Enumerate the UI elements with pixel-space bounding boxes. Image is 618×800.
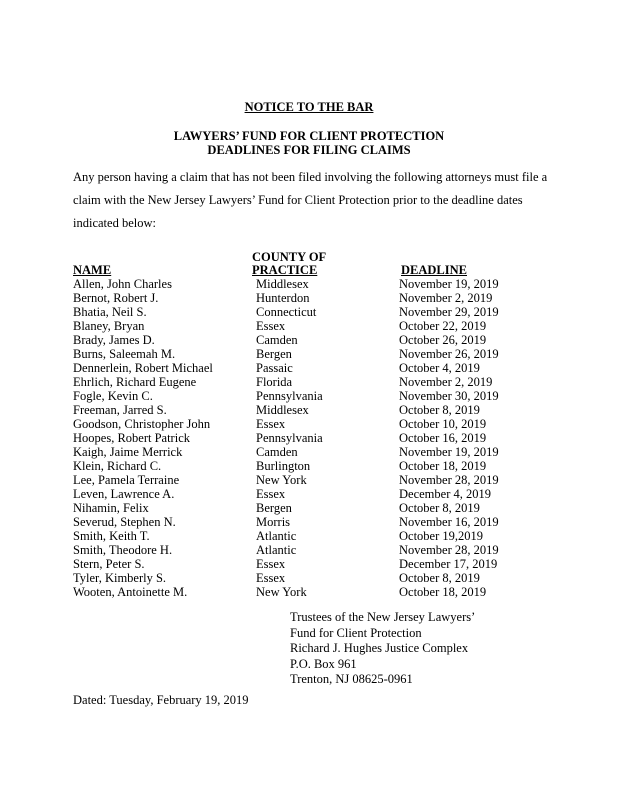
county-cell: Camden: [256, 333, 298, 347]
table-row: [73, 487, 533, 501]
trustees-line: Fund for Client Protection: [290, 625, 422, 640]
deadline-cell: October 18, 2019: [399, 585, 487, 599]
table-row: [73, 277, 533, 291]
deadline-cell: October 8, 2019: [399, 403, 480, 417]
column-header-county-line2: PRACTICE: [252, 263, 318, 277]
deadline-cell: November 2, 2019: [399, 375, 493, 389]
attorney-name-cell: Brady, James D.: [73, 333, 155, 347]
county-cell: Middlesex: [256, 403, 309, 417]
attorney-name-cell: Smith, Theodore H.: [73, 543, 173, 557]
county-cell: Passaic: [256, 361, 293, 375]
deadline-cell: October 18, 2019: [399, 459, 487, 473]
column-header-county-line1: COUNTY OF: [252, 250, 327, 264]
county-cell: Essex: [256, 571, 286, 585]
intro-paragraph: Any person having a claim that has not been filed involving the following attorneys must file a claim with the New Jersey Lawyers’ Fund for Client Protection prior to the deadline dates indicated below:: [73, 170, 548, 230]
attorney-name-cell: Severud, Stephen N.: [73, 515, 176, 529]
table-row: [73, 445, 533, 459]
fund-title: LAWYERS’ FUND FOR CLIENT PROTECTION: [173, 129, 445, 143]
attorney-name-cell: Bernot, Robert J.: [73, 291, 159, 305]
table-row: [73, 291, 533, 305]
trustees-line: Trustees of the New Jersey Lawyers’: [290, 610, 476, 624]
deadline-cell: November 29, 2019: [399, 305, 499, 319]
trustees-line: Richard J. Hughes Justice Complex: [290, 641, 469, 655]
table-row: [73, 389, 533, 403]
attorney-name-cell: Smith, Keith T.: [73, 529, 150, 543]
attorney-name-cell: Klein, Richard C.: [73, 459, 162, 473]
fund-subtitle: DEADLINES FOR FILING CLAIMS: [207, 143, 411, 157]
table-row: [73, 585, 533, 599]
deadline-cell: November 28, 2019: [399, 543, 499, 557]
deadline-cell: October 8, 2019: [399, 501, 480, 515]
attorney-name-cell: Wooten, Antoinette M.: [73, 585, 188, 599]
attorney-name-cell: Nihamin, Felix: [73, 501, 149, 515]
table-row: [73, 375, 533, 389]
county-cell: Hunterdon: [256, 291, 310, 305]
attorney-name-cell: Goodson, Christopher John: [73, 417, 211, 431]
trustees-line: P.O. Box 961: [290, 656, 357, 671]
table-row: [73, 529, 533, 543]
deadline-cell: November 28, 2019: [399, 473, 499, 487]
table-row: [73, 515, 533, 529]
attorney-name-cell: Ehrlich, Richard Eugene: [73, 375, 197, 389]
county-cell: Bergen: [256, 347, 292, 361]
deadline-cell: October 26, 2019: [399, 333, 487, 347]
county-cell: Middlesex: [256, 277, 309, 291]
trustees-line: Trenton, NJ 08625-0961: [290, 672, 413, 686]
county-cell: Essex: [256, 487, 286, 501]
dated-line: Dated: Tuesday, February 19, 2019: [73, 693, 249, 707]
attorney-name-cell: Kaigh, Jaime Merrick: [73, 445, 183, 459]
table-row: [73, 557, 533, 571]
deadline-cell: October 4, 2019: [399, 361, 480, 375]
county-cell: Florida: [256, 375, 293, 389]
table-row: [73, 319, 533, 333]
county-cell: Pennsylvania: [256, 389, 323, 403]
deadline-cell: October 8, 2019: [399, 571, 480, 585]
county-cell: Burlington: [256, 459, 311, 473]
table-row: [73, 333, 533, 347]
county-cell: New York: [256, 585, 307, 599]
attorney-name-cell: Lee, Pamela Terraine: [73, 473, 180, 487]
attorney-deadlines-table: [73, 277, 533, 599]
county-cell: Connecticut: [256, 305, 317, 319]
table-row: [73, 571, 533, 585]
notice-title: NOTICE TO THE BAR: [244, 100, 374, 114]
deadline-cell: November 19, 2019: [399, 445, 499, 459]
attorney-name-cell: Allen, John Charles: [73, 277, 172, 291]
table-row: [73, 459, 533, 473]
column-header-name: NAME: [73, 263, 112, 277]
table-row: [73, 403, 533, 417]
deadline-cell: November 19, 2019: [399, 277, 499, 291]
attorney-name-cell: Tyler, Kimberly S.: [73, 571, 167, 585]
attorney-name-cell: Burns, Saleemah M.: [73, 347, 176, 361]
table-row: [73, 431, 533, 445]
deadline-cell: October 22, 2019: [399, 319, 487, 333]
deadline-cell: October 16, 2019: [399, 431, 487, 445]
attorney-name-cell: Bhatia, Neil S.: [73, 305, 147, 319]
deadline-cell: November 26, 2019: [399, 347, 499, 361]
county-cell: Camden: [256, 445, 298, 459]
trustees-address-block: [290, 610, 475, 688]
county-cell: Bergen: [256, 501, 292, 515]
table-row: [73, 347, 533, 361]
table-row: [73, 305, 533, 319]
deadline-cell: October 10, 2019: [399, 417, 487, 431]
attorney-name-cell: Dennerlein, Robert Michael: [73, 361, 213, 375]
deadline-cell: December 4, 2019: [399, 487, 491, 501]
table-row: [73, 473, 533, 487]
attorney-name-cell: Fogle, Kevin C.: [73, 389, 153, 403]
county-cell: Pennsylvania: [256, 431, 323, 445]
county-cell: Essex: [256, 557, 286, 571]
deadline-cell: October 19,2019: [399, 529, 484, 543]
county-cell: Atlantic: [256, 529, 297, 543]
deadline-cell: November 16, 2019: [399, 515, 499, 529]
county-cell: Atlantic: [256, 543, 297, 557]
column-header-deadline: DEADLINE: [401, 263, 467, 277]
attorney-name-cell: Stern, Peter S.: [73, 557, 145, 571]
table-row: [73, 543, 533, 557]
county-cell: Morris: [256, 515, 291, 529]
deadline-cell: December 17, 2019: [399, 557, 498, 571]
attorney-name-cell: Leven, Lawrence A.: [73, 487, 175, 501]
attorney-name-cell: Hoopes, Robert Patrick: [73, 431, 190, 445]
county-cell: New York: [256, 473, 307, 487]
table-row: [73, 417, 533, 431]
deadline-cell: November 2, 2019: [399, 291, 493, 305]
table-row: [73, 361, 533, 375]
table-row: [73, 501, 533, 515]
county-cell: Essex: [256, 417, 286, 431]
attorney-name-cell: Freeman, Jarred S.: [73, 403, 167, 417]
attorney-name-cell: Blaney, Bryan: [73, 319, 145, 333]
deadline-cell: November 30, 2019: [399, 389, 499, 403]
county-cell: Essex: [256, 319, 286, 333]
